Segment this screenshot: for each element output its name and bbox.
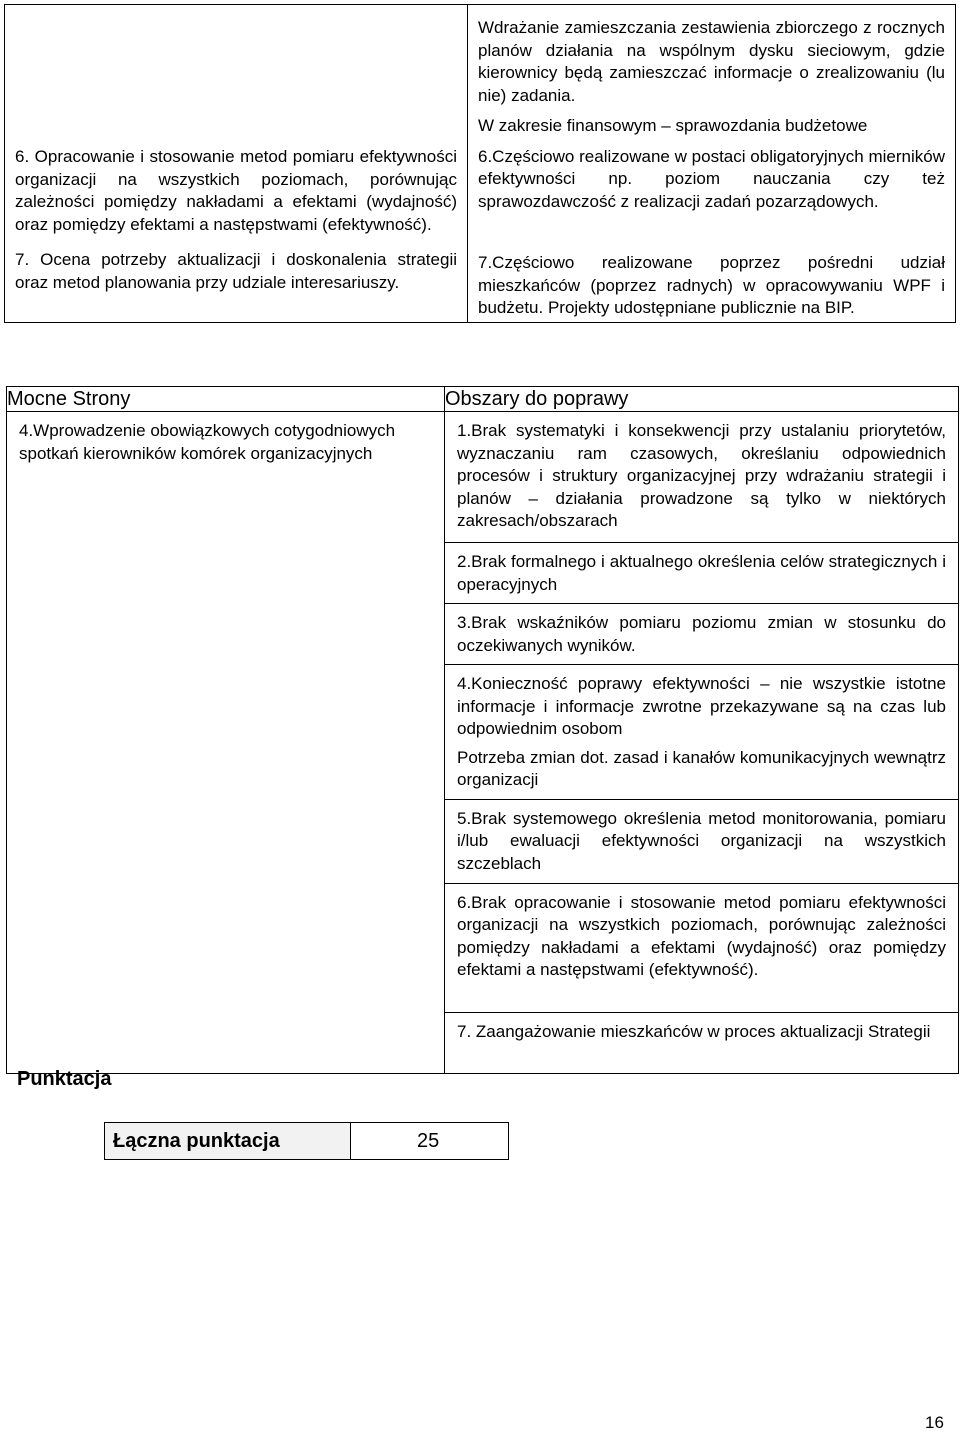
improvement-cell-1 — [445, 412, 959, 543]
improvement-item-4: 4.Konieczność poprawy efektywności – nie wszystkie istotne informacje i informacje zwrotne przekazywane są na czas lub odpowiednim osobom — [457, 674, 946, 738]
total-score-value: 25 — [351, 1123, 509, 1160]
improvement-cell-3 — [445, 604, 959, 665]
top-right-paragraph-1: Wdrażanie zamieszczania zestawienia zbiorczego z rocznych planów działania na wspólnym dysku sieciowym, gdzie kierownicy będą zamieszczać informacje o zrealizowaniu (lu nie) zadania. — [478, 18, 945, 105]
strengths-header: Mocne Strony — [7, 387, 445, 412]
improvement-cell-6 — [445, 883, 959, 1012]
improvement-cell-2 — [445, 543, 959, 604]
improvement-item-1: 1.Brak systematyki i konsekwencji przy ustalaniu priorytetów, wyznaczaniu ram czasowych, określaniu odpowiednich procesów i struktury organizacyjnej przy wdrażaniu strategii i planów – działania prowadzone są tylko w niektórych zakresach/obszarach — [457, 421, 946, 530]
improvement-cell-5 — [445, 799, 959, 883]
top-right-paragraph-2: W zakresie finansowym – sprawozdania budżetowe — [478, 116, 868, 135]
top-right-cell — [468, 5, 956, 323]
strengths-improvements-table — [6, 386, 959, 1074]
improvement-cell-7 — [445, 1012, 959, 1073]
strengths-cell — [7, 412, 445, 1074]
improvement-item-3: 3.Brak wskaźników pomiaru poziomu zmian w stosunku do oczekiwanych wyników. — [457, 613, 946, 655]
improvement-item-4-note: Potrzeba zmian dot. zasad i kanałów komunikacyjnych wewnątrz organizacji — [457, 747, 946, 789]
punktacja-label: Punktacja — [17, 1068, 112, 1090]
improvement-item-5: 5.Brak systemowego określenia metod monitorowania, pomiaru i/lub ewaluacji efektywności organizacji na wszystkich szczeblach — [457, 808, 946, 873]
improvement-item-7: 7. Zaangażowanie mieszkańców w proces aktualizacji Strategii — [457, 1021, 931, 1041]
total-score-table — [104, 1122, 509, 1160]
top-left-cell — [5, 5, 468, 323]
top-left-item-7: 7. Ocena potrzeby aktualizacji i doskonalenia strategii oraz metod planowania przy udziale interesariuszy. — [15, 250, 457, 292]
strength-item-4: 4.Wprowadzenie obowiązkowych cotygodniowych spotkań kierowników komórek organizacyjnych — [19, 421, 396, 463]
improvement-item-2: 2.Brak formalnego i aktualnego określenia celów strategicznych i operacyjnych — [457, 552, 946, 594]
top-right-item-7: 7.Częściowo realizowane poprzez pośredni udział mieszkańców (poprzez radnych) w opracowywaniu WPF i budżetu. Projekty udostępniane publicznie na BIP. — [478, 253, 945, 317]
total-score-label: Łączna punktacja — [105, 1123, 351, 1160]
top-right-item-6: 6.Częściowo realizowane w postaci obligatoryjnych mierników efektywności np. poziom nauczania czy też sprawozdawczość z realizacji zadań pozarządowych. — [478, 146, 945, 211]
improvement-item-6: 6.Brak opracowanie i stosowanie metod pomiaru efektywności organizacji na wszystkich poziomach, porównując zależności pomiędzy nakładami a efektami (wydajność) oraz pomiędzy efektami a następstwami (efektywność). — [457, 892, 946, 979]
top-table — [4, 4, 956, 323]
improvement-cell-4 — [445, 665, 959, 800]
page-number: 16 — [925, 1413, 944, 1432]
improvements-header: Obszary do poprawy — [445, 387, 959, 412]
top-left-item-6: 6. Opracowanie i stosowanie metod pomiaru efektywności organizacji na wszystkich poziomach, porównując zależności pomiędzy nakładami a efektami (wydajność) oraz pomiędzy efektami a następstwami (efektywność). — [15, 147, 457, 234]
